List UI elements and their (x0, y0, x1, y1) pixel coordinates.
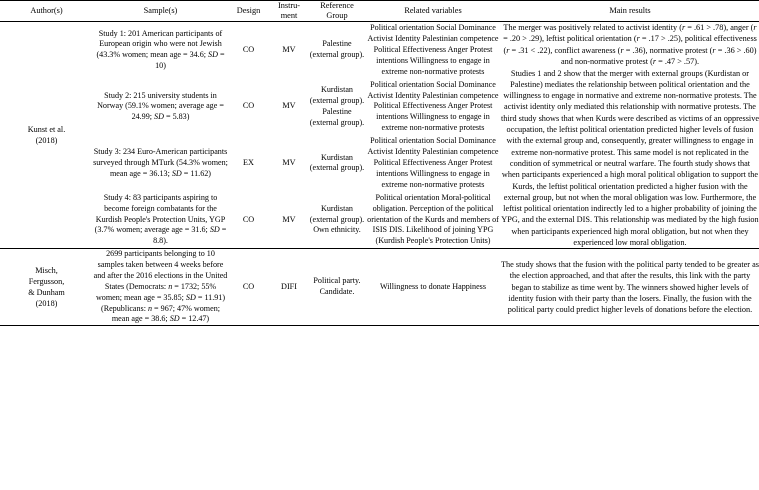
sample-cell: Study 2: 215 university students in Norway (59.1% women; average age = 24.99; SD = 5.83) (97, 90, 224, 122)
instrument-cell: MV (282, 157, 296, 167)
main-results-paragraph: The study shows that the fusion with the political party tended to be greater as the election approached, and that after the results, this link with the party began to stabilize as time went by. The winners showed higher levels of identity fusion with their party than the losers. Finally, the fusion with the political party could predict higher levels of donations before the election. (501, 260, 759, 315)
column-header-reference-line2: Group (326, 10, 348, 20)
reference-group-cell: Kurdistan (external group). Palestine (external group). (309, 85, 365, 127)
sample-cell: Study 3: 234 Euro-American participants surveyed through MTurk (54.3% women; mean age = 36.13; SD = 11.62) (93, 147, 228, 178)
related-variables-cell: Political orientation Social Dominance Activist Identity Palestinian competence Political Effectiveness Anger Protest intentions Willingness to engage in extreme non-normative protests (367, 23, 499, 76)
author-name-line3: & Dunham (28, 288, 65, 298)
column-header-design: Design (228, 1, 269, 22)
related-variables-cell: Political orientation Social Dominance Activist Identity Palestinian competence Political Effectiveness Anger Protest intentions Willingness to engage in extreme non-normative protests (367, 79, 499, 133)
column-header-reference-line1: Reference (320, 1, 354, 10)
author-name: Misch, (35, 266, 58, 276)
column-header-instrument-line2: ment (280, 10, 298, 20)
reference-group-cell: Kurdistan (external group). Own ethnicity. (309, 203, 365, 235)
design-cell: CO (242, 214, 255, 224)
sample-cell: Study 1: 201 American participants of European origin who were not Jewish (43.3% women; mean age = 34.6; SD = 10) (96, 28, 225, 71)
design-cell: CO (242, 101, 255, 111)
main-results-paragraph: Studies 1 and 2 show that the merger with external groups (Kurdistan or Palestine) mediates the relationship between political orientation and the willingness to engage in normative and extreme non-normative protests. The activist identity only mediated this relationship with normative protests. The third study shows that when Kurds were described as victims of an oppressive occupation, the leftist political orientation predicted higher levels of fusion with the external group and, consequently, greater willingness to engage in extreme non-normative protest. This same model is not replicated in the condition of symmetrical or neutral warfare. The fourth study shows that when participants experienced a high moral political obligation to support the Kurds, the leftist political orientation predicted a higher fusion with the external group, but not when the moral obligation was low. Furthermore, the leftist political orientation indirectly led to a higher probability of joining the YPG, and the external DIS. This relationship was mediated by the high fusion when participants experienced high moral obligation, but not when they experienced low moral obligation. (501, 68, 759, 248)
design-cell: CO (242, 44, 255, 54)
instrument-cell: MV (282, 101, 296, 111)
design-cell: CO (228, 249, 269, 326)
related-variables-cell: Political orientation Moral-political obligation. Perception of the political orientation of the Kurds and members of ISIS DIS. Likelihood of joining YPG (Kurdish People's Protection Units) (367, 192, 499, 246)
sample-cell: Study 4: 83 participants aspiring to become foreign combatants for the Kurdish People's Protection Units, YGP (3.7% women; average age = 31.6; SD = 8.8). (94, 192, 227, 246)
main-results-cell (501, 249, 759, 326)
author-name: Kunst et al. (27, 125, 66, 135)
sample-cell: 2699 participants belonging to 10 samples taken between 4 weeks before and after the 2016 elections in the United States (Democrats: n = 1732; 55% women; mean age = 35.85; SD = 11.91) (Republicans: n = 967; 47% women; mean age = 38.6; SD = 12.47) (93, 249, 228, 326)
column-header-main-results: Main results (501, 1, 759, 22)
instrument-cell: DIFI (269, 249, 309, 326)
table-body (0, 21, 759, 325)
main-results-paragraph: The merger was positively related to activist identity (r = .61 > .78), anger (r = .20 > .29), leftist political orientation (r = .17 > .25), political effectiveness (r = .31 < .22), conflict awareness (r = .36), normative protest (r = .36 > .60) and non-normative protest (r = .47 > .57). (503, 22, 757, 66)
main-results-cell (501, 21, 759, 248)
reference-group-cell: Kurdistan (external group). (309, 152, 365, 173)
author-name-line2: Fergusson, (28, 277, 65, 287)
column-header-author: Author(s) (0, 1, 93, 22)
column-header-instrument-line1: Instru- (277, 1, 301, 10)
related-variables-cell: Political orientation Social Dominance Activist Identity Palestinian competence Political Effectiveness Anger Protest intentions Willingness to engage in extreme non-normative protests (367, 136, 499, 189)
table-row (0, 21, 759, 78)
reference-group-cell: Political party. Candidate. (309, 249, 365, 326)
author-cell (0, 249, 93, 326)
column-header-reference-group (309, 1, 365, 22)
column-header-instrument (269, 1, 309, 22)
table-header (0, 1, 759, 22)
header-row (0, 1, 759, 22)
column-header-sample: Sample(s) (93, 1, 228, 22)
design-cell: EX (243, 157, 254, 167)
author-year: (2018) (35, 299, 58, 309)
instrument-cell: MV (282, 214, 296, 224)
related-variables-cell: Willingness to donate Happiness (365, 249, 501, 326)
table-row (0, 249, 759, 326)
instrument-cell: MV (282, 44, 296, 54)
column-header-related-variables: Related variables (365, 1, 501, 22)
author-cell (0, 21, 93, 248)
author-year: (2018) (35, 136, 58, 146)
reference-group-cell: Palestine (external group). (309, 39, 365, 60)
